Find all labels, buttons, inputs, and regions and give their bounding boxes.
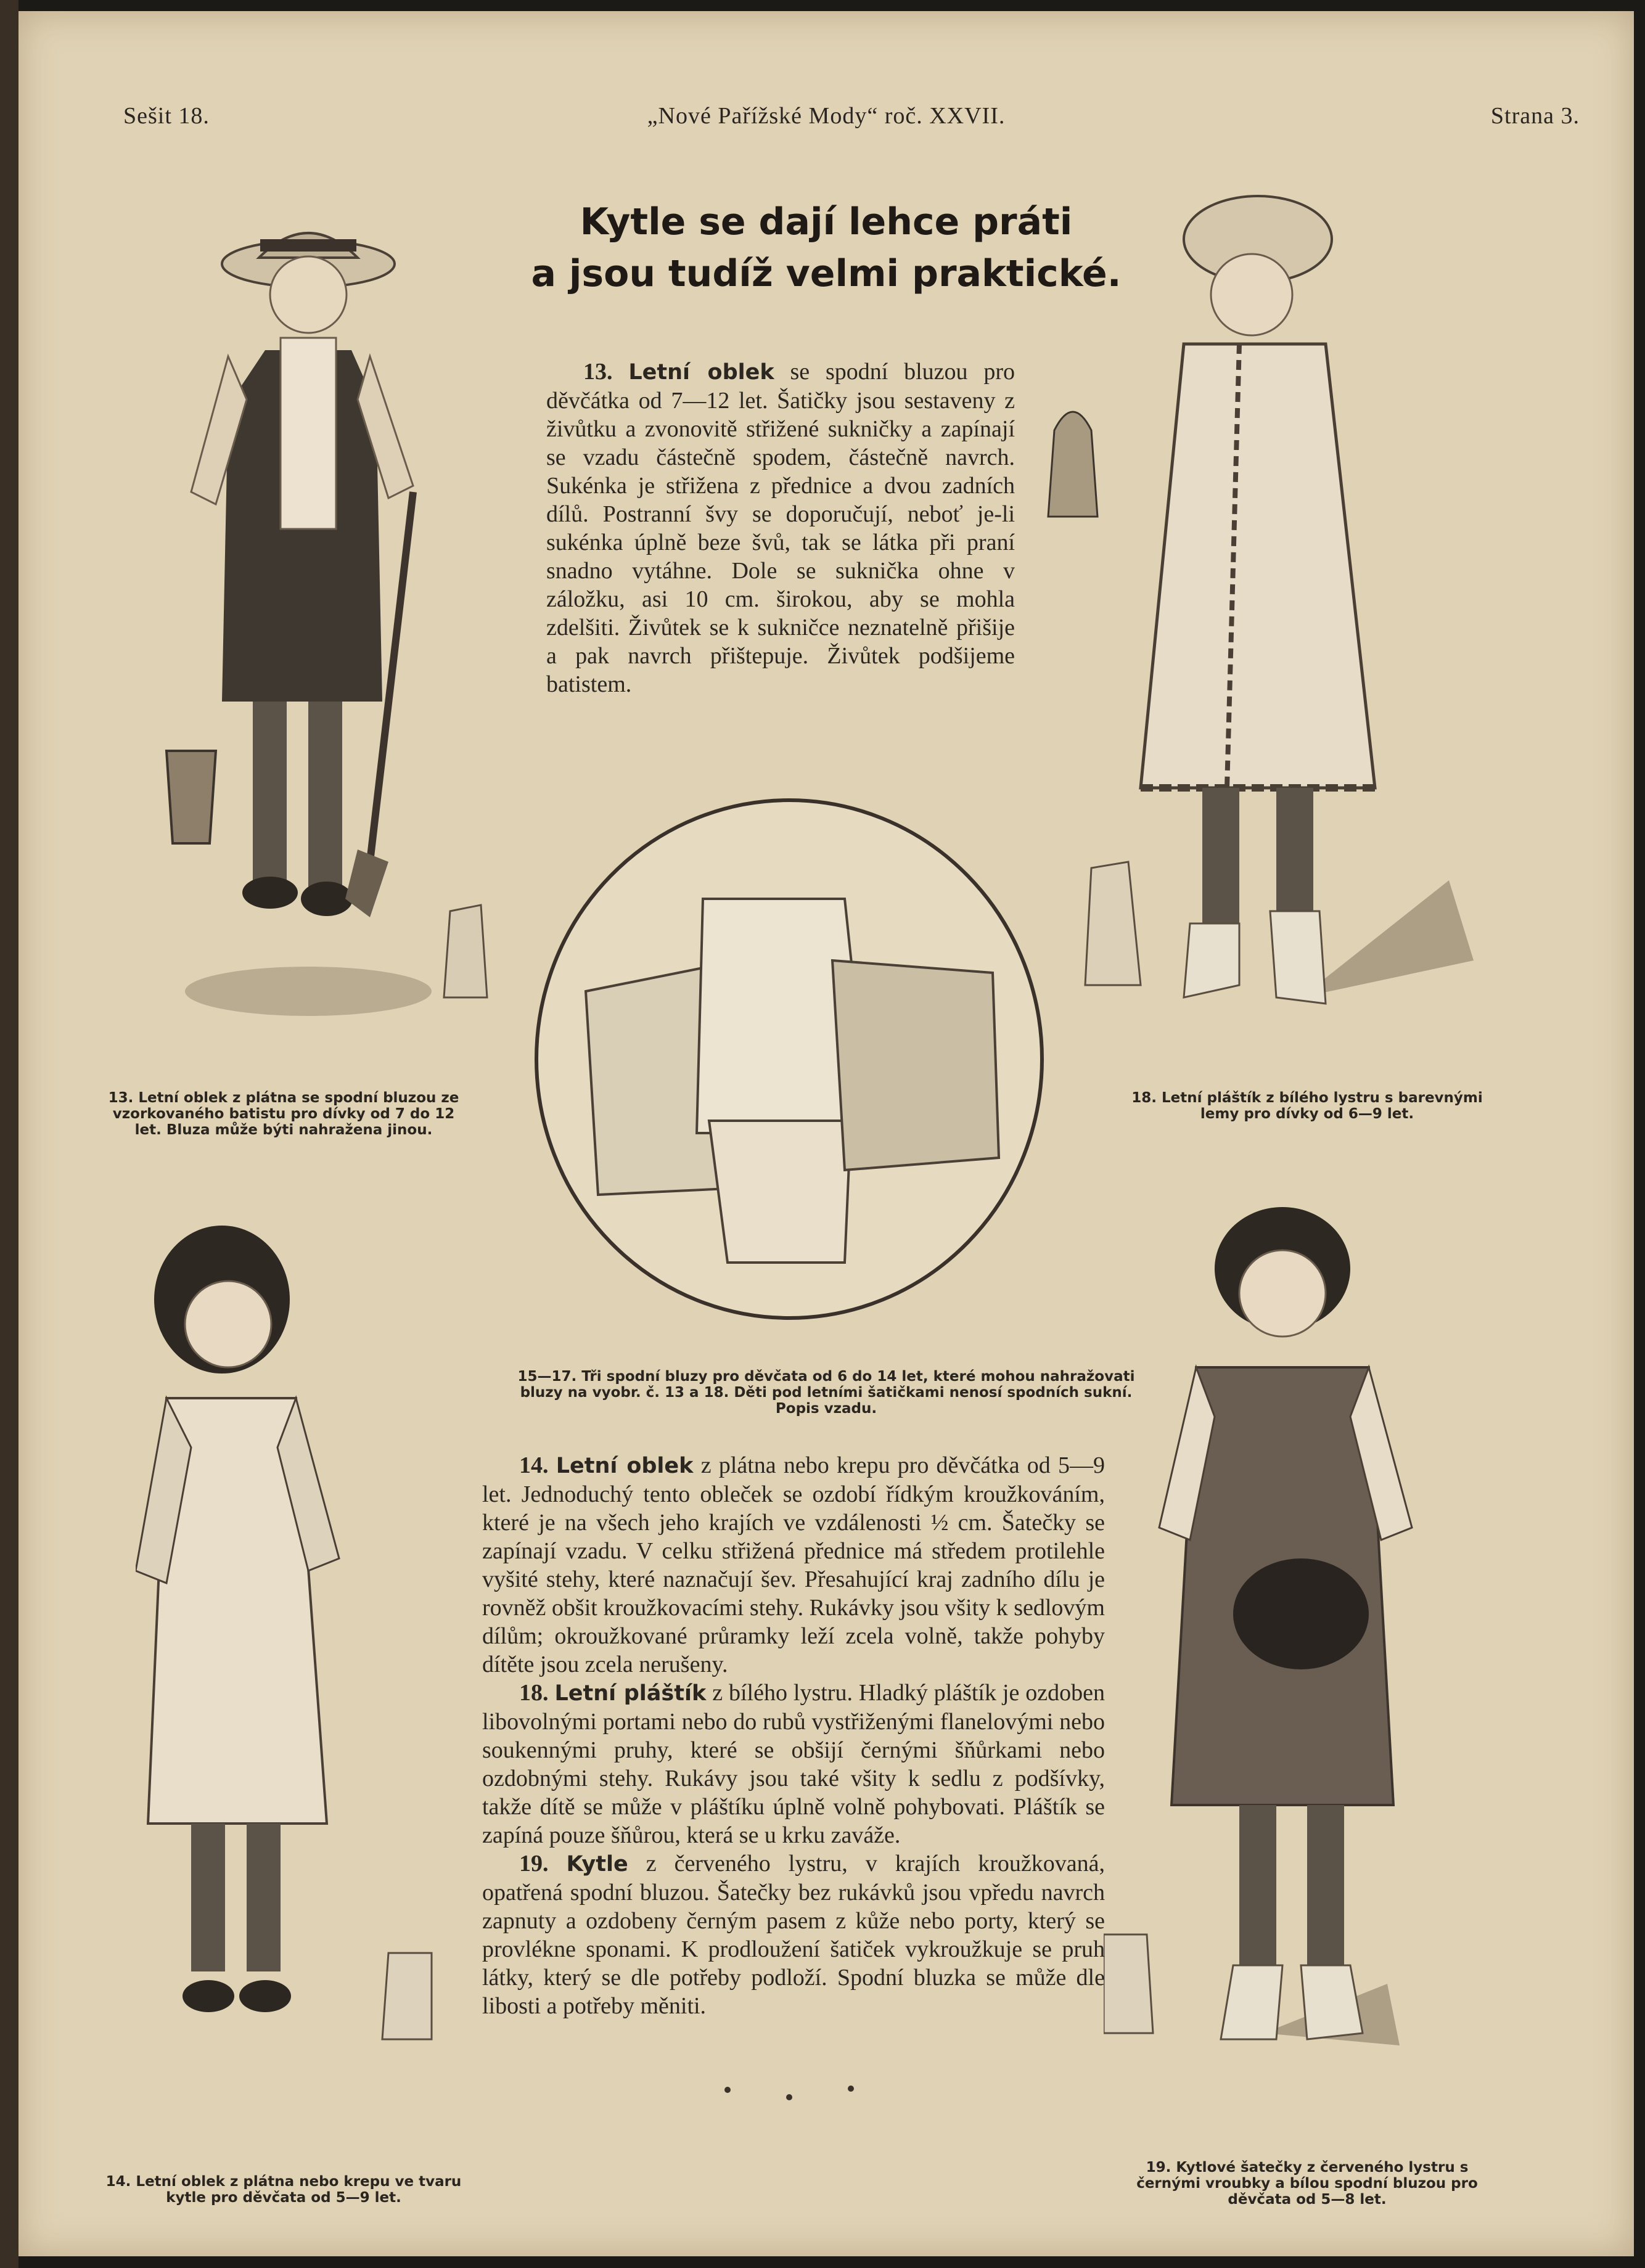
magazine-title: „Nové Pařížské Mody“ roč. XXVII. bbox=[647, 103, 1006, 129]
caption-15-17: 15—17. Tři spodní bluzy pro děvčata od 6 do 14 let, které mohou nahražovati bluzy na vyobr. č. 13 a 18. Děti pod letními šatičkami nenosí spodních sukní. Popis vzadu. bbox=[517, 1369, 1135, 1417]
article-14-body: z plátna nebo krepu pro děvčátka od 5—9 let. Jednoduchý tento obleček se ozdobí řídkým kroužkováním, které je na všech jeho krajích ve vzdálenosti ½ cm. Šatečky se zapínají vzadu. V celku střižená přednice má středem protilehle vyšité stehy, které naznačují šev. Přesahující kraj zadního dílu je rovněž obšit kroužkovacími stehy. Rukávky jsou všity k sedlovým dílům; okroužkované průramky leží zcela volně, takže pohyby dítěte jsou zcela nerušeny. bbox=[482, 1452, 1106, 1677]
figure-15-17-blouses-circle bbox=[524, 788, 1054, 1330]
article-14-name: Letní oblek bbox=[556, 1454, 694, 1478]
article-13-body: se spodní bluzou pro děvčátka od 7—12 let. Šatičky jsou sestaveny z živůtku a zvonovitě střižené sukničky a zapínají se vzadu částečně spodem, částečně navrch. Sukénka je střižena z přednice a dvou zadních dílů. Postranní švy se doporučují, neboť je-li sukénka úplně beze švů, tak se látka při praní snadno vytáhne. Dole se suknička ohne v záložku, asi 10 cm. širokou, aby se mohla zdelšiti. Živůtek se k sukničce neznatelně přišije a pak navrch přištepuje. Živůtek podšijeme batistem. bbox=[546, 359, 1015, 697]
figure-14-girl-in-smock bbox=[136, 1201, 481, 2089]
figure-13-girl-with-spade bbox=[123, 196, 543, 1047]
caption-14: 14. Letní oblek z plátna nebo krepu ve tvaru kytle pro děvčata od 5—9 let. bbox=[105, 2174, 462, 2206]
magazine-page bbox=[18, 11, 1634, 2256]
page-number: Strana 3. bbox=[1490, 103, 1580, 129]
caption-13: 13. Letní oblek z plátna se spodní bluzou ze vzorkovaného batistu pro dívky od 7 do 12 let. Bluza může býti nahražena jinou. bbox=[108, 1090, 459, 1138]
issue-number: Sešit 18. bbox=[123, 103, 210, 129]
article-19-body: z červeného lystru, v krajích kroužkovaná, opatřená spodní bluzou. Šatečky bez rukávků jsou vpředu navrch zapnuty a ozdobeny černým pasem z kůže nebo porty, který se provlékne sponami. K prodloužení šatiček vykroužkuje se pruh látky, který se dle potřeby podloží. Spodní bluzka se může dle libosti a potřeby měniti. bbox=[482, 1851, 1106, 2019]
article-18 bbox=[482, 1679, 1105, 1849]
article-19 bbox=[482, 1849, 1105, 2020]
article-13-name: Letní oblek bbox=[628, 360, 774, 385]
caption-19: 19. Kytlové šatečky z červeného lystru s černými vroubky a bílou spodní bluzou pro děvčata od 5—8 let. bbox=[1136, 2160, 1478, 2208]
article-14 bbox=[482, 1451, 1105, 1679]
article-13-number: 13. bbox=[583, 359, 613, 385]
caption-18: 18. Letní pláštík z bílého lystru s barevnými lemy pro dívky od 6—9 let. bbox=[1131, 1090, 1483, 1122]
article-19-name: Kytle bbox=[566, 1852, 628, 1877]
articles-14-18-19-text bbox=[482, 1451, 1105, 2020]
book-spine bbox=[0, 0, 18, 2268]
headline-line-2: a jsou tudíž velmi praktické. bbox=[531, 252, 1122, 295]
article-18-number: 18. bbox=[519, 1680, 549, 1706]
article-14-number: 14. bbox=[519, 1452, 549, 1478]
ornament-dots bbox=[709, 2082, 869, 2107]
article-18-name: Letní pláštík bbox=[554, 1681, 707, 1706]
article-18-body: z bílého lystru. Hladký pláštík je ozdoben libovolnými portami nebo do rubů vystřiženými flanelovými nebo soukennými pruhy, které se obšijí černými šňůrkami nebo ozdobnými stehy. Rukávy jsou také všity k sedlu z podšívky, takže dítě se může v pláštíku úplně volně pohybovati. Pláštík se zapíná pouze šňůrou, která se u krku zaváže. bbox=[482, 1680, 1106, 1848]
figure-18-girl-in-coat bbox=[980, 171, 1511, 1047]
headline-line-1: Kytle se dají lehce práti bbox=[580, 200, 1073, 244]
article-19-number: 19. bbox=[519, 1851, 549, 1877]
article-13-text bbox=[546, 358, 1015, 698]
figure-19-girl-in-pinafore bbox=[1104, 1182, 1498, 2082]
